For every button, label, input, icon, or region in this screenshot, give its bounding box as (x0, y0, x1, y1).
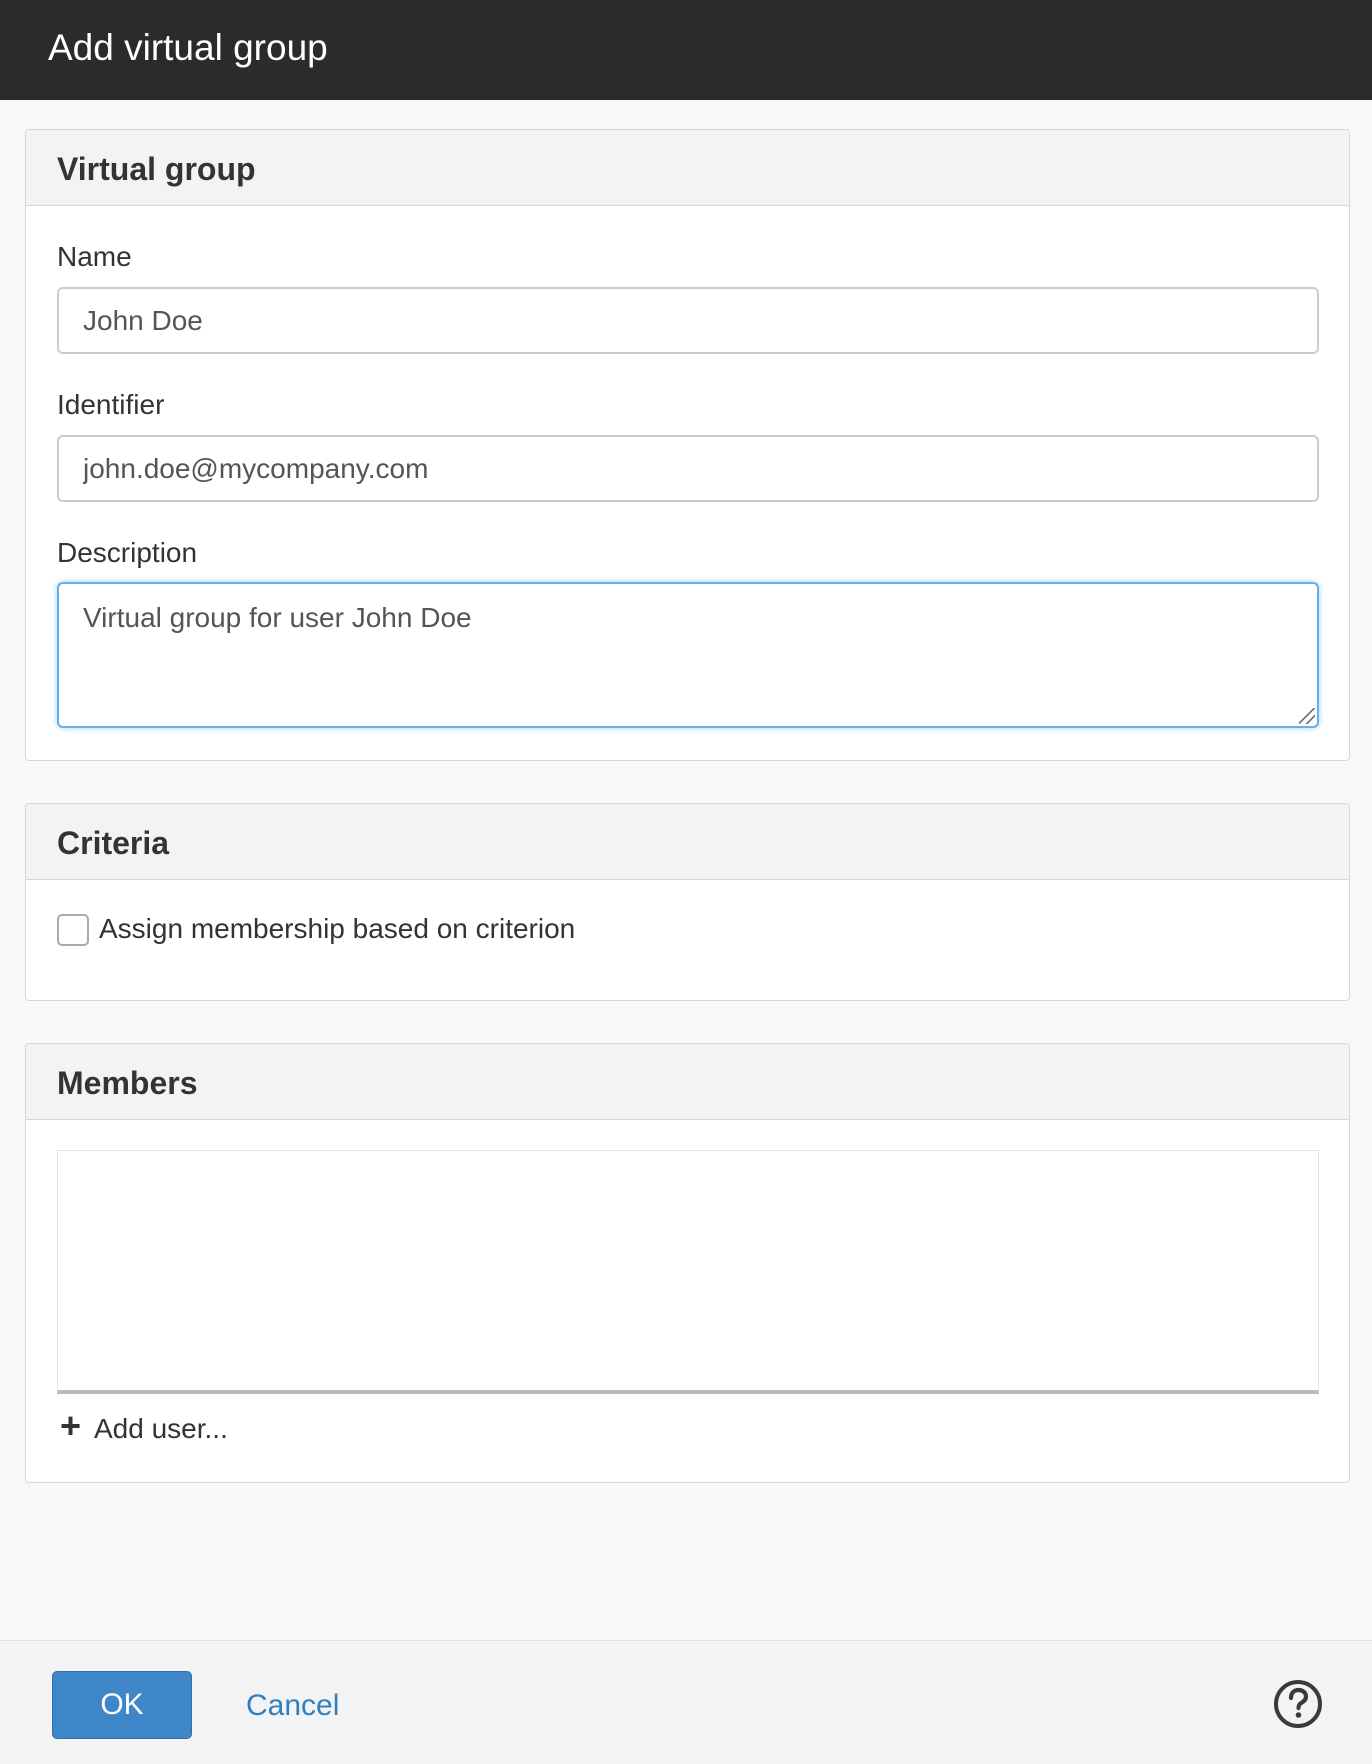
members-panel-heading (26, 1044, 1349, 1120)
description-textarea[interactable] (57, 582, 1319, 728)
help-circle-icon[interactable] (1272, 1678, 1324, 1730)
dialog-title: Add virtual group (48, 27, 328, 68)
members-heading: Members (57, 1065, 198, 1101)
cancel-link[interactable]: Cancel (246, 1689, 340, 1722)
name-label: Name (57, 241, 132, 272)
description-wrapper (57, 582, 1319, 728)
identifier-label: Identifier (57, 389, 165, 420)
dialog-titlebar (0, 0, 1372, 100)
name-input[interactable] (57, 287, 1319, 354)
dialog-footer (0, 1640, 1372, 1764)
members-panel (25, 1043, 1350, 1483)
add-user-button[interactable] (60, 1405, 228, 1449)
criteria-panel-heading (26, 804, 1349, 880)
ok-button[interactable]: OK (52, 1671, 192, 1739)
criteria-panel (25, 803, 1350, 1001)
description-label: Description (57, 537, 198, 568)
plus-icon: + (60, 1405, 82, 1446)
identifier-input[interactable] (57, 435, 1319, 502)
criterion-checkbox-label[interactable]: Assign membership based on criterion (99, 913, 576, 944)
criterion-checkbox[interactable] (57, 914, 89, 946)
virtual-group-panel-heading (26, 130, 1349, 206)
add-user-label: Add user... (94, 1413, 228, 1444)
virtual-group-panel (25, 129, 1350, 761)
criteria-heading: Criteria (57, 825, 170, 861)
members-list[interactable] (57, 1150, 1319, 1394)
resize-grip-icon[interactable] (1299, 708, 1315, 724)
virtual-group-heading: Virtual group (57, 151, 256, 187)
